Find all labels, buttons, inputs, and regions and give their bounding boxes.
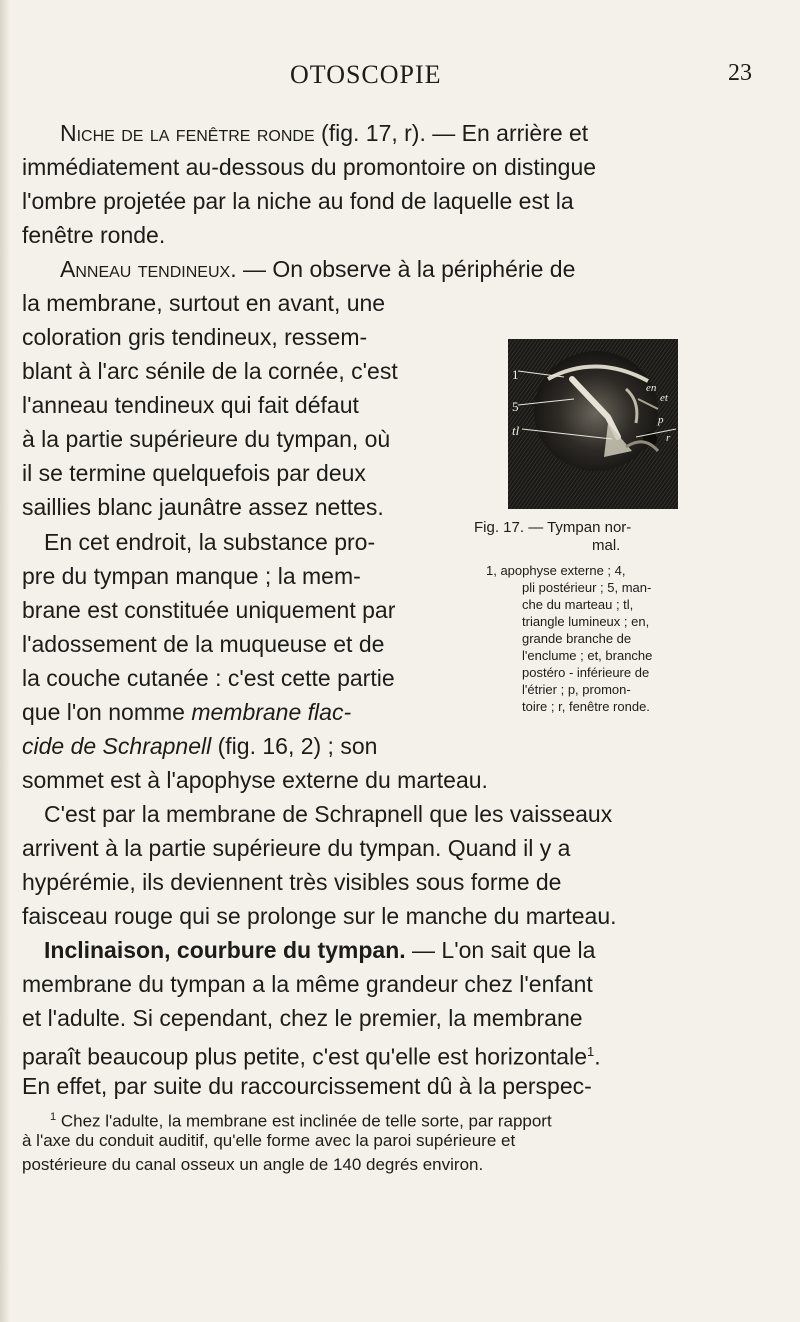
section-heading-anneau: Anneau tendineux <box>60 256 231 282</box>
page-number: 23 <box>728 60 752 86</box>
caption-line-7: postéro - inférieure de <box>522 665 650 680</box>
paragraph-5-line-5: En effet, par suite du raccourcissement dû à la perspec- <box>22 1073 592 1099</box>
label-1: 1 <box>512 367 519 382</box>
paragraph-4-line-1: C'est par la membrane de Schrapnell que les vaisseaux <box>44 801 613 827</box>
footnote-line-3: postérieure du canal osseux un angle de 140 degrés environ. <box>22 1155 484 1174</box>
footnote-marker: 1 <box>50 1111 57 1123</box>
label-tl: tl <box>512 423 520 438</box>
caption-line-1: 1, apophyse externe ; 4, <box>486 563 626 578</box>
figure-tympan-normal <box>508 339 678 509</box>
caption-line-8: l'étrier ; p, promon- <box>522 682 631 697</box>
footnote-line-2: à l'axe du conduit auditif, qu'elle forme avec la paroi supérieure et <box>22 1131 516 1150</box>
paragraph-3-line-1: En cet endroit, la substance pro- <box>44 529 376 555</box>
paragraph-2-line-2: la membrane, surtout en avant, une <box>22 290 386 316</box>
paragraph-3-line-5: la couche cutanée : c'est cette partie <box>22 665 395 691</box>
caption-line-9: toire ; r, fenêtre ronde. <box>522 699 650 714</box>
paragraph-3-line-6: que l'on nomme membrane flac- <box>22 699 352 725</box>
label-p: p <box>658 414 664 426</box>
label-r: r <box>666 432 671 444</box>
label-5: 5 <box>512 399 519 414</box>
paragraph-2-line-7: il se termine quelquefois par deux <box>22 460 366 486</box>
running-title: OTOSCOPIE <box>290 60 442 89</box>
caption-title-line-1: Fig. 17. — Tympan nor- <box>474 519 632 536</box>
paragraph-4-line-3: hypérémie, ils deviennent très visibles sous forme de <box>22 869 562 895</box>
paragraph-4-line-2: arrivent à la partie supérieure du tympan. Quand il y a <box>22 835 571 861</box>
paragraph-2-line-3: coloration gris tendineux, ressem- <box>22 324 368 350</box>
caption-title-line-2: mal. <box>592 537 621 554</box>
paragraph-1-line-4: fenêtre ronde. <box>22 222 166 248</box>
label-en: en <box>646 382 657 394</box>
caption-line-4: triangle lumineux ; en, <box>522 614 650 629</box>
paragraph-2-line-8: saillies blanc jaunâtre assez nettes. <box>22 494 384 520</box>
caption-line-2: pli postérieur ; 5, man- <box>522 580 652 595</box>
paragraph-5-line-3: et l'adulte. Si cependant, chez le premier, la membrane <box>22 1005 583 1031</box>
section-heading-niche: Niche de la fenêtre ronde <box>60 120 315 146</box>
paragraph-5-line-1: Inclinaison, courbure du tympan. — L'on sait que la <box>44 937 596 963</box>
paragraph-1-line-1: Niche de la fenêtre ronde (fig. 17, r). — En arrière et <box>60 120 589 146</box>
paragraph-2-line-6: à la partie supérieure du tympan, où <box>22 426 391 452</box>
caption-line-6: l'enclume ; et, branche <box>522 648 653 663</box>
label-et: et <box>660 392 668 404</box>
footnote-line-1: $^1$ Chez l'adulte, la membrane est inclinée de telle sorte, par rapport <box>50 1111 552 1131</box>
tympanic-membrane <box>534 351 658 471</box>
paragraph-1-line-2: immédiatement au-dessous du promontoire on distingue <box>22 154 597 180</box>
page-edge-shadow <box>0 0 10 1322</box>
term-membrane-flaccide: membrane flac- <box>191 699 352 725</box>
footnote-reference[interactable]: 1 <box>586 1044 595 1059</box>
paragraph-3-line-4: l'adossement de la muqueuse et de <box>22 631 385 657</box>
paragraph-3-line-7: cide de Schrapnell (fig. 16, 2) ; son <box>22 733 378 759</box>
paragraph-5-line-2: membrane du tympan a la même grandeur chez l'enfant <box>22 971 593 997</box>
caption-line-5: grande branche de <box>522 631 632 646</box>
paragraph-1-line-3: l'ombre projetée par la niche au fond de laquelle est la <box>22 188 574 214</box>
paragraph-3-line-2: pre du tympan manque ; la mem- <box>22 563 361 589</box>
section-heading-inclinaison: Inclinaison, courbure du tympan. <box>44 937 406 963</box>
page-header <box>0 60 800 100</box>
caption-line-3: che du marteau ; tl, <box>522 597 634 612</box>
paragraph-2-line-5: l'anneau tendineux qui fait défaut <box>22 392 359 418</box>
tympanic-membrane-engraving <box>508 339 678 509</box>
paragraph-5-line-4: paraît beaucoup plus petite, c'est qu'elle est horizontale$^1$. <box>22 1043 601 1070</box>
paragraph-2-line-4: blant à l'arc sénile de la cornée, c'est <box>22 358 398 384</box>
paragraph-2-line-1: Anneau tendineux. — On observe à la périphérie de <box>60 256 576 282</box>
paragraph-3-line-8: sommet est à l'apophyse externe du marteau. <box>22 767 488 793</box>
paragraph-3-line-3: brane est constituée uniquement par <box>22 597 396 623</box>
paragraph-4-line-4: faisceau rouge qui se prolonge sur le manche du marteau. <box>22 903 617 929</box>
